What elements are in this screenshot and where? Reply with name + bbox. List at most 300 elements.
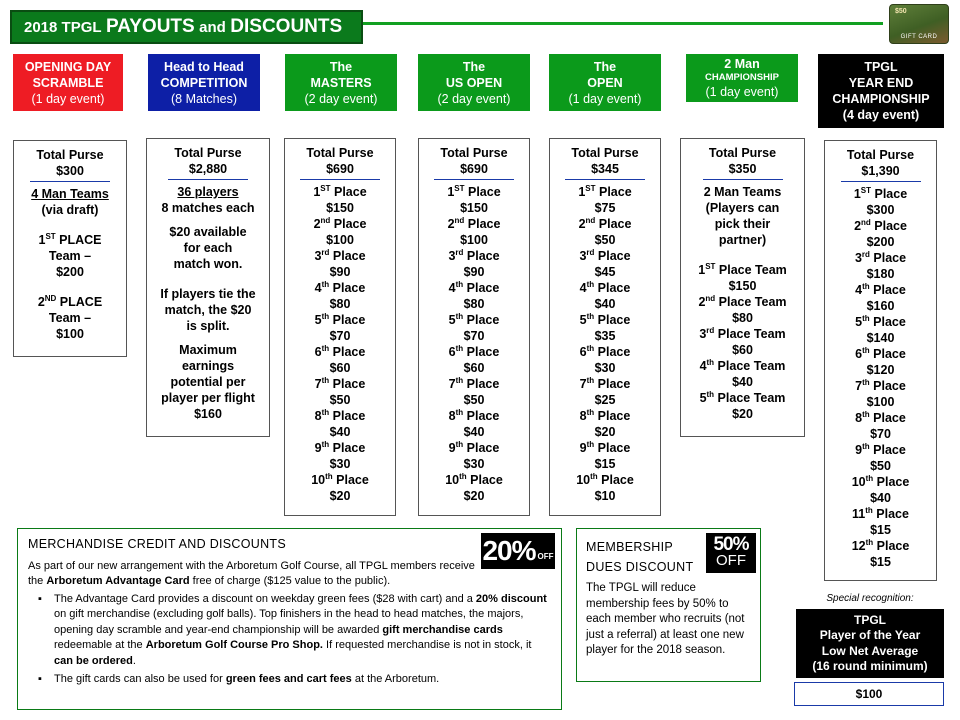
place-amount: $200 [56, 265, 84, 279]
team-format: 2 Man Teams [703, 185, 782, 199]
place-amount: $100 [326, 233, 354, 247]
place-num: 6 [579, 345, 587, 359]
place-num: 2 [37, 295, 45, 309]
place-amount: $180 [866, 267, 895, 281]
place-suffix: th [321, 408, 330, 417]
event-header-line: Head to Head [164, 59, 244, 74]
place-num: 8 [855, 411, 863, 425]
purse-card-open [549, 138, 661, 516]
event-header-sub: (1 day event) [31, 91, 105, 106]
text-run: As part of our new arrangement with the Arboretum Golf Course, all TPGL members receive the [28, 559, 475, 587]
place-suffix: th [321, 280, 330, 289]
place-label [550, 248, 660, 264]
place-amount: $40 [870, 491, 891, 505]
place-suffix: th [586, 344, 595, 353]
place-num: 3 [314, 249, 322, 263]
place-num: 9 [448, 441, 456, 455]
place-num: 8 [448, 409, 456, 423]
place-suffix: th [862, 314, 870, 323]
purse-amount: $690 [326, 162, 354, 176]
place-word: Place [594, 377, 631, 391]
place-amount: $100 [866, 395, 895, 409]
place-amount: $30 [594, 361, 616, 375]
purse-card-us-open [418, 138, 530, 516]
place-amount: $60 [732, 343, 753, 357]
place-word: Place [873, 475, 910, 489]
place-suffix: th [706, 390, 715, 399]
place-num: 1 [698, 263, 706, 277]
title-divider [363, 22, 883, 25]
event-header-year-end [818, 54, 944, 128]
purse-amount: $300 [56, 164, 84, 178]
text-run: green fees and cart fees [225, 673, 352, 685]
place-suffix: th [586, 408, 595, 417]
places-list [419, 184, 529, 504]
place-label [681, 358, 804, 374]
event-header-sub: (2 day event) [437, 91, 511, 106]
place-suffix: ND [44, 294, 57, 303]
badge-percent: 50% [713, 534, 749, 555]
place-suffix: th [455, 408, 464, 417]
place-num: 3 [699, 327, 707, 341]
event-header-sub: (1 day event) [568, 91, 642, 106]
place-suffix: rd [861, 250, 870, 259]
team-format-note: (Players can [705, 201, 780, 215]
purse-label: Total Purse [440, 146, 508, 160]
place-word: Place [595, 217, 632, 231]
place-num: 5 [314, 313, 322, 327]
text-run: on gift merchandise (excluding golf balls). Top finishers in the head to head matches, the majors, opening day scramble and year-end championship will be awarded [54, 608, 524, 636]
place-num: 10 [311, 473, 326, 487]
place-word: Place [594, 345, 631, 359]
title-line: DUES DISCOUNT [586, 560, 694, 574]
place-suffix: th [455, 312, 464, 321]
badge-off: OFF [537, 552, 554, 562]
place-amount: $45 [594, 265, 616, 279]
place-num: 4 [699, 359, 707, 373]
poy-line: Low Net Average [821, 643, 919, 658]
place-num: 6 [314, 345, 322, 359]
team-format: 4 Man Teams [31, 187, 109, 201]
place-num: 2 [698, 295, 706, 309]
text-run: gift merchandise cards [382, 623, 503, 636]
text-run: 20% discount [475, 592, 547, 605]
place-amount: $15 [870, 523, 891, 537]
place-amount: $20 [463, 489, 485, 503]
event-header-line: CHAMPIONSHIP [832, 92, 930, 106]
place-word: Place [329, 249, 366, 263]
place-word: Place [329, 281, 366, 295]
place-suffix: th [586, 312, 595, 321]
place-label [419, 472, 529, 488]
place-label [681, 390, 804, 406]
gift-card-image [889, 4, 949, 44]
event-header-line: OPENING DAY [24, 59, 112, 74]
place-suffix: nd [861, 218, 871, 227]
max-amount: $160 [194, 407, 222, 421]
place-label [419, 248, 529, 264]
bullet-item [38, 672, 551, 688]
place-label [550, 216, 660, 232]
place-num: 3 [854, 251, 862, 265]
place-label [285, 184, 395, 200]
poy-line: (16 round minimum) [812, 659, 928, 673]
place-num: 4 [855, 283, 863, 297]
place-suffix: th [865, 506, 873, 515]
gift-card-amount: $50 [895, 8, 907, 15]
place-num: 7 [855, 379, 863, 393]
special-recognition-label: Special recognition: [826, 593, 914, 604]
place-label [419, 376, 529, 392]
place-team: Team – [48, 311, 92, 325]
places-list [825, 186, 936, 570]
place-suffix: th [590, 472, 598, 481]
place-num: 5 [579, 313, 587, 327]
merchandise-credit-panel [17, 528, 562, 710]
place-amount: $60 [463, 361, 485, 375]
event-header-two-man [686, 54, 798, 102]
place-amount: $20 [329, 489, 351, 503]
discount-50-off-badge [706, 533, 756, 573]
event-header-head-to-head [148, 54, 260, 111]
place-suffix: th [455, 344, 464, 353]
place-label [285, 344, 395, 360]
place-num: 3 [579, 249, 587, 263]
place-num: 9 [579, 441, 587, 455]
place-amount: $150 [326, 201, 354, 215]
divider [30, 181, 110, 182]
rule-text: If players tie the [160, 287, 256, 301]
place-word: Place [463, 377, 500, 391]
rule-text: for each [183, 241, 233, 255]
purse-label: Total Purse [174, 146, 242, 160]
place-num: 11 [852, 507, 866, 521]
rule-text: $20 available [169, 225, 247, 239]
purse-card-masters [284, 138, 396, 516]
event-header-open [549, 54, 661, 111]
place-amount: $200 [866, 235, 895, 249]
place-label [285, 376, 395, 392]
place-amount: $80 [329, 297, 351, 311]
place-word: Place [872, 507, 909, 521]
place-label [14, 232, 126, 248]
place-suffix: th [455, 280, 464, 289]
event-header-sub: (1 day event) [705, 85, 779, 99]
place-num: 5 [855, 315, 863, 329]
player-of-year-header [796, 609, 944, 678]
event-header-line: The [462, 59, 486, 74]
place-label [825, 346, 936, 362]
place-word: Place [594, 281, 631, 295]
text-run: Arboretum Advantage Card [46, 575, 190, 587]
place-amount: $20 [594, 425, 616, 439]
place-label [419, 312, 529, 328]
place-word: Place [330, 185, 367, 199]
place-suffix: th [321, 344, 330, 353]
purse-card-head-to-head [146, 138, 270, 437]
place-word: Place [869, 251, 907, 265]
place-word: Place Team [714, 359, 786, 373]
place-word: Place [464, 217, 501, 231]
place-amount: $20 [732, 407, 753, 421]
place-word: Place [873, 539, 910, 553]
rule-text: player per flight [161, 391, 255, 405]
place-amount: $90 [329, 265, 351, 279]
place-label [285, 408, 395, 424]
merchandise-bullets [28, 592, 551, 688]
place-suffix: th [862, 410, 870, 419]
place-word: Place [594, 409, 631, 423]
event-header-line: CHAMPIONSHIP [705, 72, 779, 83]
event-header-us-open [418, 54, 530, 111]
event-header-line: COMPETITION [160, 75, 248, 90]
place-label [419, 184, 529, 200]
place-num: 2 [313, 217, 321, 231]
place-amount: $75 [594, 201, 616, 215]
place-amount: $50 [463, 393, 485, 407]
title-line: MEMBERSHIP [586, 540, 674, 554]
place-suffix: ST [705, 262, 716, 271]
text-run: The gift cards can also be used for [54, 673, 226, 685]
place-word: Place [464, 185, 501, 199]
place-num: 7 [579, 377, 587, 391]
place-suffix: th [862, 378, 870, 387]
divider [434, 179, 514, 180]
place-word: PLACE [56, 295, 103, 309]
text-run: . [132, 654, 136, 667]
place-suffix: nd [320, 216, 331, 225]
team-format-note: partner) [718, 233, 767, 247]
place-amount: $35 [594, 329, 616, 343]
rule-text: match won. [173, 257, 243, 271]
place-amount: $50 [870, 459, 891, 473]
place-label [681, 294, 804, 310]
rule-text: is split. [186, 319, 230, 333]
event-header-opening-day [13, 54, 123, 111]
place-num: 1 [447, 185, 455, 199]
place-num: 2 [447, 217, 455, 231]
place-num: 8 [579, 409, 587, 423]
place-num: 5 [448, 313, 456, 327]
place-word: Place [329, 441, 366, 455]
place-word: Place [871, 187, 908, 201]
place-label [825, 314, 936, 330]
place-amount: $60 [329, 361, 351, 375]
place-amount: $50 [594, 233, 616, 247]
event-header-line: The [329, 59, 353, 74]
event-header-line: SCRAMBLE [32, 75, 104, 90]
place-word: Place [463, 345, 500, 359]
rule-text: earnings [181, 359, 235, 373]
place-label [825, 250, 936, 266]
place-label [825, 474, 936, 490]
event-header-masters [285, 54, 397, 111]
purse-label: Total Purse [306, 146, 374, 160]
place-label [825, 410, 936, 426]
divider [565, 179, 645, 180]
place-num: 10 [576, 473, 591, 487]
place-suffix: rd [706, 326, 715, 335]
divider [168, 179, 248, 180]
place-suffix: th [459, 472, 467, 481]
place-suffix: th [862, 346, 870, 355]
place-suffix: th [455, 376, 464, 385]
place-word: Place [869, 379, 906, 393]
place-num: 9 [855, 443, 863, 457]
event-header-line: US OPEN [445, 75, 503, 90]
place-num: 10 [445, 473, 460, 487]
place-num: 4 [448, 281, 456, 295]
place-suffix: th [862, 282, 870, 291]
purse-label: Total Purse [571, 146, 639, 160]
purse-card-two-man [680, 138, 805, 437]
event-header-line: TPGL [864, 60, 898, 74]
team-format-note: (via draft) [41, 203, 99, 217]
place-word: Place [332, 473, 369, 487]
place-amount: $50 [329, 393, 351, 407]
place-amount: $30 [329, 457, 351, 471]
place-label [550, 408, 660, 424]
place-suffix: th [321, 312, 330, 321]
title-payouts: PAYOUTS [106, 16, 195, 37]
place-label [550, 344, 660, 360]
title-and: and [199, 18, 226, 36]
place-label [550, 312, 660, 328]
place-suffix: th [586, 280, 595, 289]
place-suffix: th [865, 474, 874, 483]
place-num: 3 [448, 249, 456, 263]
event-header-line: 2 Man [724, 57, 760, 71]
place-num: 1 [38, 233, 46, 247]
poy-line: TPGL [854, 612, 886, 627]
place-num: 6 [448, 345, 456, 359]
place-word: Place [869, 315, 906, 329]
place-word: Place [463, 409, 500, 423]
place-amount: $90 [463, 265, 485, 279]
place-num: 1 [578, 185, 586, 199]
purse-label: Total Purse [708, 146, 777, 160]
place-suffix: th [325, 472, 333, 481]
place-amount: $120 [866, 363, 895, 377]
place-label [550, 376, 660, 392]
place-amount: $15 [594, 457, 616, 471]
places-list [550, 184, 660, 504]
place-word: Place [594, 441, 631, 455]
place-suffix: rd [321, 248, 330, 257]
place-amount: $40 [594, 297, 616, 311]
place-amount: $150 [460, 201, 488, 215]
place-label [681, 262, 804, 278]
title-discounts: DISCOUNTS [230, 16, 343, 37]
place-word: Place [466, 473, 503, 487]
place-word: Place [597, 473, 634, 487]
text-run: The Advantage Card provides a discount on weekday green fees ($28 with cart) and a [54, 592, 476, 605]
place-num: 2 [854, 219, 862, 233]
place-num: 6 [855, 347, 863, 361]
place-suffix: ST [860, 186, 872, 195]
place-label [419, 216, 529, 232]
text-run: If requested merchandise is not in stock, it [322, 639, 532, 651]
purse-amount: $345 [591, 162, 619, 176]
place-label [825, 218, 936, 234]
place-amount: $40 [463, 425, 485, 439]
place-word: Place Team [714, 391, 786, 405]
place-amount: $15 [870, 555, 891, 569]
place-label [550, 184, 660, 200]
text-run: Arboretum Golf Course Pro Shop. [145, 639, 323, 651]
poy-line: Player of the Year [819, 628, 921, 642]
place-suffix: th [455, 440, 464, 449]
place-num: 4 [579, 281, 587, 295]
text-run: at the Arboretum. [351, 673, 440, 685]
purse-amount: $690 [460, 162, 488, 176]
place-suffix: th [862, 442, 870, 451]
place-word: Place Team [715, 295, 787, 309]
event-header-sub: (4 day event) [842, 108, 920, 122]
place-word: Place [594, 313, 631, 327]
place-word: Place [329, 409, 366, 423]
player-of-year-amount: $100 [794, 682, 944, 706]
place-label [285, 216, 395, 232]
place-num: 7 [314, 377, 322, 391]
place-suffix: th [321, 440, 330, 449]
place-word: Place [869, 411, 906, 425]
purse-amount: $350 [728, 162, 757, 176]
place-label [285, 280, 395, 296]
place-label [285, 472, 395, 488]
event-header-sub: (2 day event) [304, 91, 378, 106]
place-num: 4 [314, 281, 322, 295]
place-word: Place Team [715, 263, 787, 277]
place-suffix: th [586, 376, 595, 385]
place-suffix: th [321, 376, 330, 385]
place-word: Place Team [714, 327, 786, 341]
place-word: Place [869, 283, 906, 297]
place-amount: $40 [329, 425, 351, 439]
place-num: 5 [699, 391, 707, 405]
place-label [550, 280, 660, 296]
place-suffix: ST [320, 184, 331, 193]
membership-discount-panel [576, 528, 761, 682]
place-suffix: th [865, 538, 874, 547]
place-suffix: th [586, 440, 595, 449]
place-word: Place [463, 249, 500, 263]
place-label [419, 280, 529, 296]
place-amount: $10 [594, 489, 616, 503]
place-amount: $100 [460, 233, 488, 247]
purse-label: Total Purse [36, 148, 104, 162]
place-label [825, 282, 936, 298]
place-amount: $40 [732, 375, 753, 389]
places-list [681, 262, 804, 422]
place-suffix: ST [45, 232, 56, 241]
purse-card-year-end [824, 140, 937, 581]
place-word: PLACE [55, 233, 102, 247]
place-label [285, 248, 395, 264]
title-year: 2018 TPGL [24, 18, 102, 36]
place-amount: $70 [870, 427, 891, 441]
place-num: 10 [851, 475, 866, 489]
place-amount: $80 [463, 297, 485, 311]
place-num: 1 [853, 187, 861, 201]
place-label [419, 344, 529, 360]
event-header-line: YEAR END [848, 76, 914, 90]
place-label [825, 186, 936, 202]
matches-each: 8 matches each [161, 201, 255, 215]
place-label [825, 442, 936, 458]
place-suffix: nd [585, 216, 596, 225]
text-run: can be ordered [54, 654, 133, 667]
